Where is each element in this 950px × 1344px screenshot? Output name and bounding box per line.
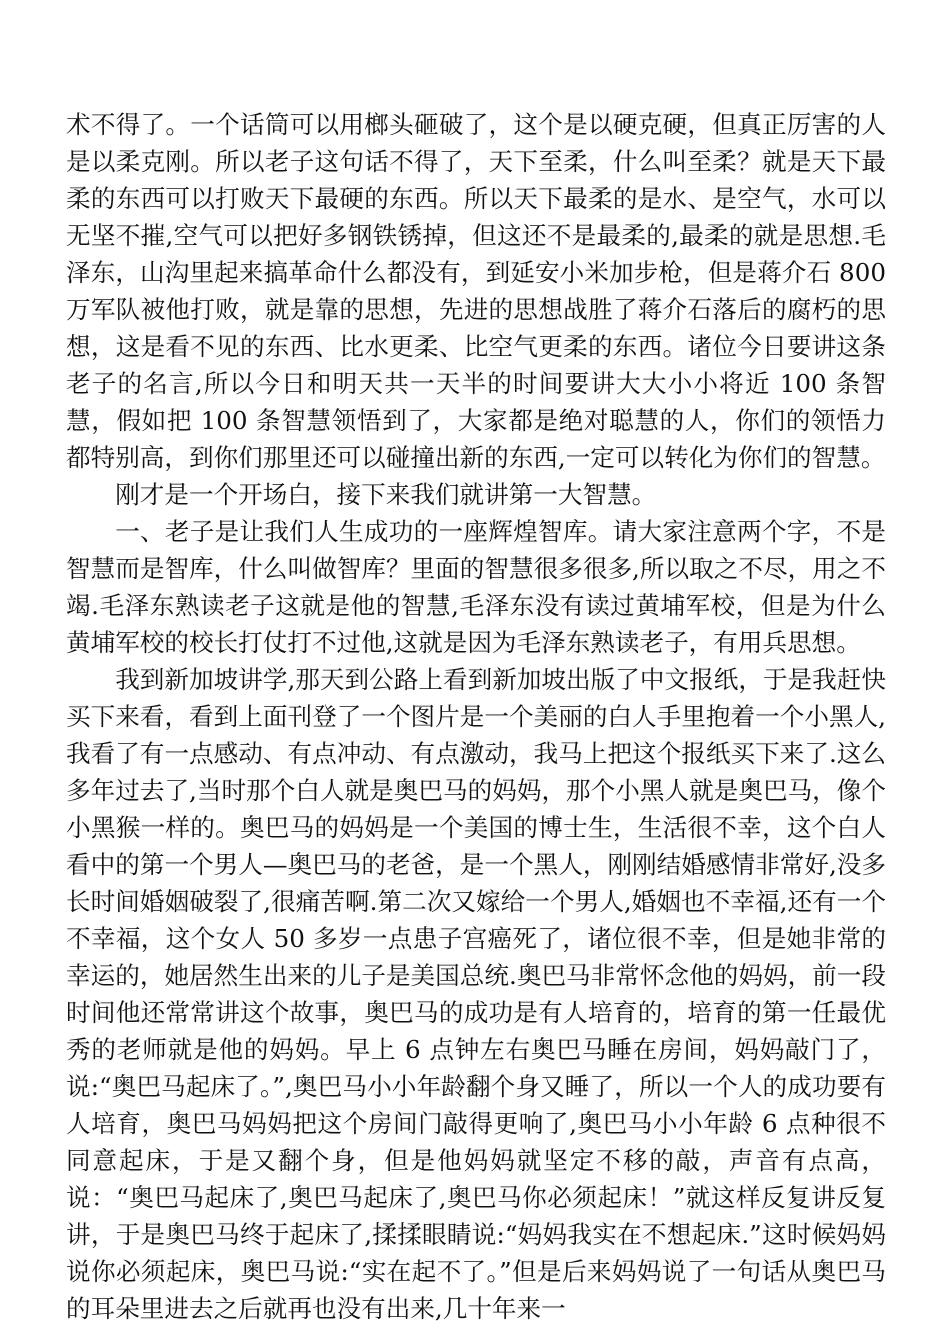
paragraph-4: 我到新加坡讲学,那天到公路上看到新加坡出版了中文报纸，于是我赶快买下来看，看到上面刊登了一个图片是一个美丽的白人手里抱着一个小黑人,我看了有一点感动、有点冲动、有点激动，我马上把这个报纸买下来了.这么多年过去了,当时那个白人就是奥巴马的妈妈，那个小黑人就是奥巴马，像个小黑猴一样的。奥巴马的妈妈是一个美国的博士生，生活很不幸，这个白人看中的第一个男人—奥巴马的老爸，是一个黑人，刚刚结婚感情非常好,没多长时间婚姻破裂了,很痛苦啊.第二次又嫁给一个男人,婚姻也不幸福,还有一个不幸福，这个女人 50 多岁一点患子宫癌死了，诸位很不幸，但是她非常的幸运的，她居然生出来的儿子是美国总统.奥巴马非常怀念他的妈妈，前一段时间他还常常讲这个故事，奥巴马的成功是有人培育的，培育的第一任最优秀的老师就是他的妈妈。早上 6 点钟左右奥巴马睡在房间，妈妈敲门了，说:“奥巴马起床了。”,奥巴马小小年龄翻个身又睡了，所以一个人的成功要有人培育，奥巴马妈妈把这个房间门敲得更响了,奥巴马小小年龄 6 点种很不同意起床，于是又翻个身，但是他妈妈就坚定不移的敲，声音有点高，说：“奥巴马起床了,奥巴马起床了,奥巴马你必须起床！”就这样反复讲反复讲，于是奥巴马终于起床了,揉揉眼睛说:“妈妈我实在不想起床.”这时候妈妈说你必须起床，奥巴马说:“实在起不了。”但是后来妈妈说了一句话从奥巴马的耳朵里进去之后就再也没有出来,几十年来一 (66, 665, 886, 1323)
body-text (66, 106, 886, 1327)
paragraph-2: 刚才是一个开场白，接下来我们就讲第一大智慧。 (115, 480, 657, 509)
paragraph-1: 术不得了。一个话筒可以用榔头砸破了，这个是以硬克硬，但真正厉害的人是以柔克刚。所以老子这句话不得了，天下至柔，什么叫至柔？就是天下最柔的东西可以打败天下最硬的东西。所以天下最柔的是水、是空气，水可以无坚不摧,空气可以把好多钢铁锈掉，但这还不是最柔的,最柔的就是思想.毛泽东，山沟里起来搞革命什么都没有，到延安小米加步枪，但是蒋介石 800 万军队被他打败，就是靠的思想，先进的思想战胜了蒋介石落后的腐朽的思想，这是看不见的东西、比水更柔、比空气更柔的东西。诸位今日要讲这条老子的名言,所以今日和明天共一天半的时间要讲大大小小将近 100 条智慧，假如把 100 条智慧领悟到了，大家都是绝对聪慧的人，你们的领悟力都特别高，到你们那里还可以碰撞出新的东西,一定可以转化为你们的智慧。 (66, 110, 886, 472)
paragraph-3: 一、老子是让我们人生成功的一座辉煌智库。请大家注意两个字，不是智慧而是智库，什么叫做智库？里面的智慧很多很多,所以取之不尽，用之不竭.毛泽东熟读老子这就是他的智慧,毛泽东没有读过黄埔军校，但是为什么黄埔军校的校长打仗打不过他,这就是因为毛泽东熟读老子，有用兵思想。 (66, 517, 886, 657)
